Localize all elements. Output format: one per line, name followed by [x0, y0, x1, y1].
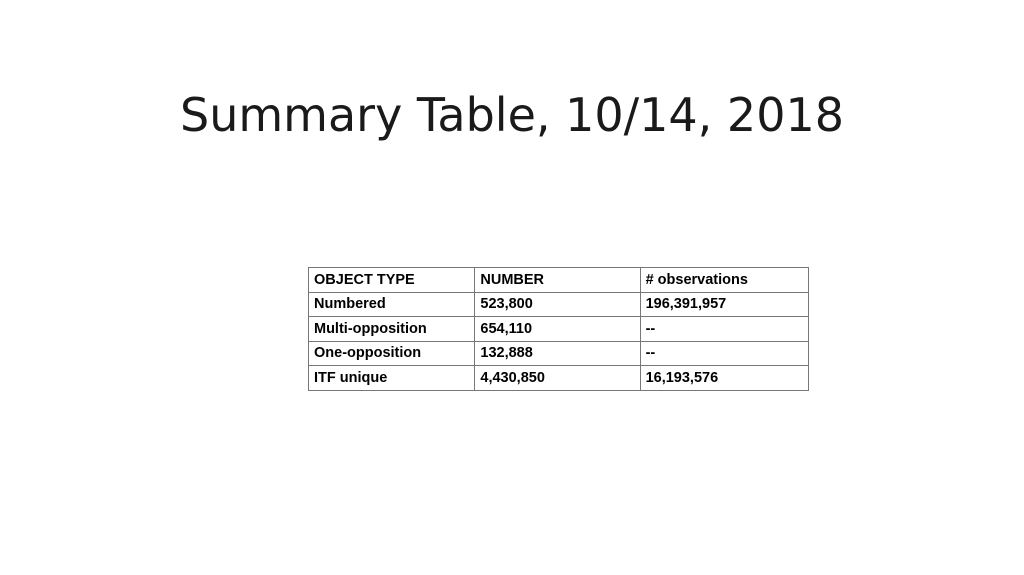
table-cell-object-type: ITF unique	[309, 366, 475, 391]
table-row	[309, 366, 809, 391]
summary-table	[308, 267, 809, 391]
table-row	[309, 317, 809, 342]
table-cell-observations: --	[640, 341, 808, 366]
table-row	[309, 341, 809, 366]
table-cell-observations: 16,193,576	[640, 366, 808, 391]
table-cell-observations: 196,391,957	[640, 292, 808, 317]
table-cell-number: 132,888	[475, 341, 640, 366]
table-cell-number: 4,430,850	[475, 366, 640, 391]
table-cell-object-type: One-opposition	[309, 341, 475, 366]
table-header-row	[309, 268, 809, 293]
header-observations: # observations	[640, 268, 808, 293]
table-cell-observations: --	[640, 317, 808, 342]
table-cell-number: 654,110	[475, 317, 640, 342]
slide-title: Summary Table, 10/14, 2018	[180, 88, 844, 142]
table-cell-object-type: Numbered	[309, 292, 475, 317]
header-object-type: OBJECT TYPE	[309, 268, 475, 293]
header-number: NUMBER	[475, 268, 640, 293]
table-cell-object-type: Multi-opposition	[309, 317, 475, 342]
table-cell-number: 523,800	[475, 292, 640, 317]
table-row	[309, 292, 809, 317]
